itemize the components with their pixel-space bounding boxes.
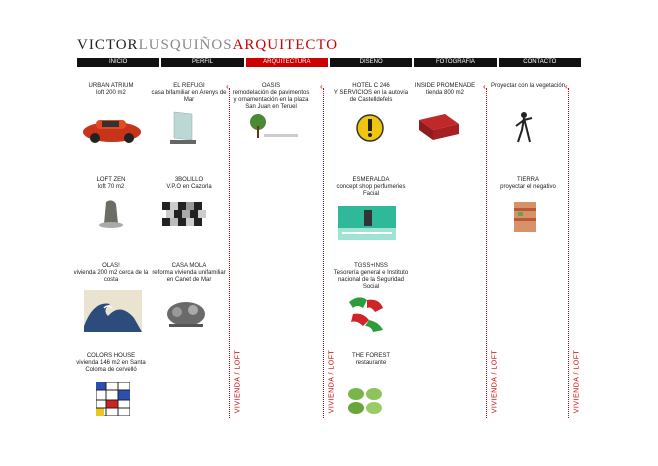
tree-bench-thumb[interactable] [248, 112, 300, 142]
divider-3 [483, 82, 499, 418]
project-tierra[interactable]: TIERRA proyectar el negativo [500, 177, 556, 190]
site-logo[interactable] [77, 37, 338, 54]
tab-perfil[interactable]: PERFIL [161, 58, 243, 67]
round-house-thumb[interactable] [165, 296, 207, 330]
project-casa-mola[interactable]: CASA MOLA reforma vivienda unifamiliar en Canet de Mar [152, 263, 226, 283]
stone-thumb[interactable] [98, 198, 124, 230]
logo-part-victor: VICTOR [77, 37, 139, 53]
project-hotel-c246[interactable]: HOTEL C 246 Y SERVICIOS en la autovía de Castelldefels [333, 83, 409, 103]
divider-label: VIVIENDA / LOFT [491, 349, 499, 414]
red-green-logo-thumb[interactable] [345, 294, 387, 334]
exclamation-sign-thumb[interactable] [355, 112, 385, 144]
red-sports-car-thumb[interactable] [82, 112, 142, 144]
project-esmeralda[interactable]: ESMERALDA concept shop perfumeries Facial [336, 177, 406, 197]
arrow-icon: ‹ [226, 82, 229, 91]
project-loft-zen[interactable]: LOFT ZEN loft 70 m2 [96, 177, 126, 190]
tab-arquitectura[interactable]: ARQUITECTURA [246, 58, 328, 67]
project-el-refugi[interactable]: EL REFUGI casa bifamiliar en Arenys de Mar [151, 83, 227, 103]
main-nav [77, 58, 581, 67]
green-shop-thumb[interactable] [338, 206, 396, 240]
project-urban-atrium[interactable]: URBAN ATRIUM loft 200 m2 [88, 83, 134, 96]
arrow-icon: ‹ [483, 82, 486, 91]
tab-inicio[interactable]: INICIO [77, 58, 159, 67]
divider-1 [226, 82, 242, 418]
tab-contacto[interactable]: CONTACTO [499, 58, 581, 67]
divider-2 [320, 82, 336, 418]
dancer-thumb[interactable] [512, 110, 536, 146]
checker-blocks-thumb[interactable] [162, 198, 210, 234]
great-wave-thumb[interactable] [84, 290, 142, 332]
logo-part-lusquinos: LUSQUIÑOS [138, 37, 233, 53]
project-tgss-inss[interactable]: TGSS+INSS Tesorería general e Instituto nacional de la Seguridad Social [333, 263, 409, 290]
logo-part-arquitecto: ARQUITECTO [232, 37, 339, 53]
divider-label: VIVIENDA / LOFT [234, 349, 242, 414]
red-sofa-thumb[interactable] [415, 110, 463, 144]
divider-label: VIVIENDA / LOFT [573, 349, 581, 414]
green-leaves-thumb[interactable] [346, 384, 384, 416]
project-the-forest[interactable]: THE FOREST restaurante [351, 353, 390, 366]
arrow-icon: ‹ [320, 82, 323, 91]
project-olas[interactable]: OLAS! vivienda 200 m2 cerca de la costa [73, 263, 149, 283]
arrow-icon: ‹ [565, 82, 568, 91]
divider-4 [565, 82, 581, 418]
project-colors-house[interactable]: COLORS HOUSE vivienda 146 m2 en Santa Coloma de cervelló [76, 353, 146, 373]
mondrian-grid-thumb[interactable] [96, 382, 130, 416]
divider-label: VIVIENDA / LOFT [328, 349, 336, 414]
project-inside-promenade[interactable]: INSIDE PROMENADE tienda 800 m2 [414, 83, 476, 96]
tab-fotografia[interactable]: FOTOGRAFÍA [414, 58, 496, 67]
project-oasis[interactable]: OASIS remodelación de pavimentos y ornamentación en la plaza San Juan en Teruel [232, 83, 310, 110]
earth-cube-thumb[interactable] [512, 198, 538, 234]
tab-diseno[interactable]: DISEÑO [330, 58, 412, 67]
project-vegetacion[interactable]: Proyectar con la vegetación [490, 83, 566, 89]
glass-block-thumb[interactable] [168, 110, 198, 146]
project-3bolillo[interactable]: 3BOLILLO V.P.O en Cazorla [166, 177, 212, 190]
